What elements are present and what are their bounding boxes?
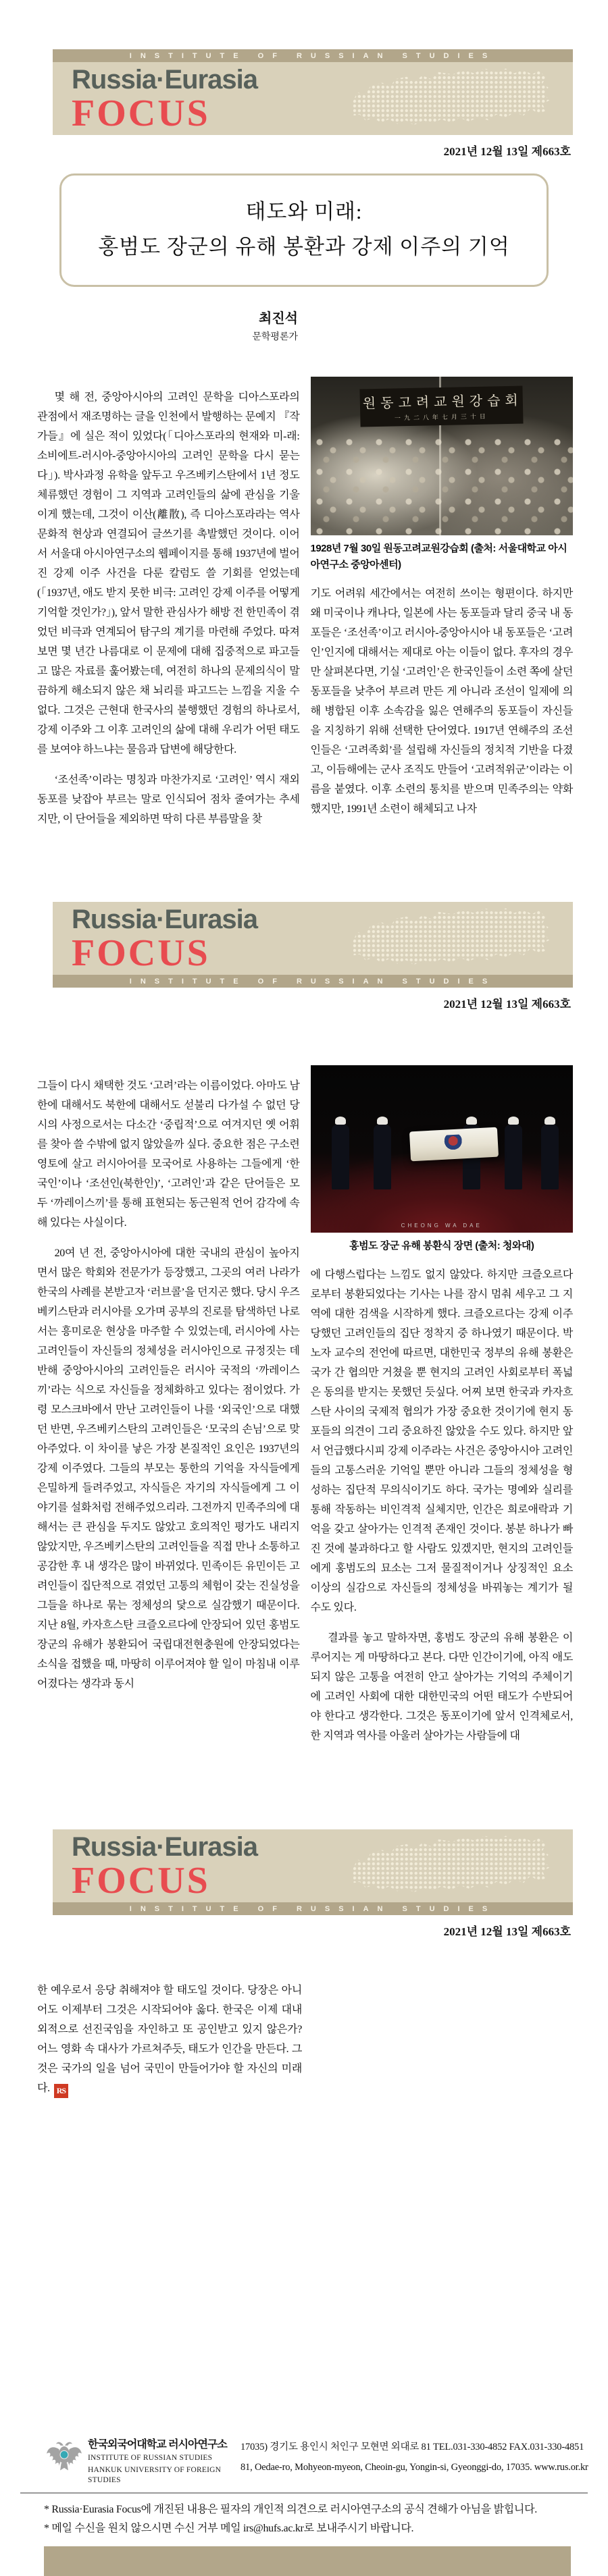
institute-name-block (88, 2436, 231, 2486)
brand-wordmark (72, 1833, 257, 1900)
photo-caption: 1928년 7월 30일 원동고려교원강습회 (출처: 서울대학교 아시아연구소 중앙아센터) (310, 543, 567, 570)
masthead-page2 (53, 902, 573, 988)
russia-map-icon (339, 66, 569, 131)
page1-column-left (37, 377, 300, 840)
photo-crowd (311, 437, 574, 535)
page2-column-right (311, 1065, 574, 1756)
brand-russia-eurasia: Russia·Eurasia (72, 1832, 258, 1862)
institute-name-ko: 한국외국어대학교 러시아연구소 (88, 2439, 227, 2450)
footer-divider (20, 2492, 588, 2494)
closing-paragraph-text: 한 예우로서 응당 취해져야 할 태도일 것이다. 당장은 아니어도 이제부터 그것은 시작되어야 옳다. 한국은 이제 대내외적으로 선진국임을 자인하고 또 공인받고 있지 않은가? 어느 영화 속 대사가 가르쳐주듯, 태도가 인간을 만든다. 그것은 국가의 일을 넘어 국민이 만들어가야 할 자신의 미래다. (37, 1985, 302, 2094)
brand-wordmark (72, 906, 257, 972)
footer (0, 2436, 608, 2576)
paragraph: 기도 어려워 세간에서는 여전히 쓰이는 형편이다. 하지만 왜 미국이나 캐나다, 일본에 사는 동포들과 달리 중국 내 동포들은 ‘조선족’이고 러시아-중앙아시아 내 동포들은 ‘고려인’인지에 대해서는 제대로 아는 이들이 없다. 후자의 경우만 살펴본다면, 기실 ‘고려인’은 한국인들이 소련 쪽에 살던 동포들을 낮추어 부르려 만든 게 아니라 조선이 일제에 의해 병합된 이후 소속감을 잃은 연해주의 동포들이 자신들을 지칭하기 위해 선택한 단어였다. 1917년 연해주의 조선인들은 ‘고려족회’를 설립해 자신들의 정치적 기반을 다졌고, 이듬해에는 군사 조직도 만들어 ‘고려적위군’이라는 이름을 붙였다. 이후 소련의 통치를 받으며 민족주의는 약화했지만, 1991년 소련이 해체되고 나자 (310, 588, 573, 815)
author-role: 문학평론가 (252, 332, 298, 342)
masthead-page1 (53, 49, 573, 135)
page3-body (37, 1981, 302, 2098)
institute-bar-text: INSTITUTE OF RUSSIAN STUDIES (129, 1904, 497, 1913)
address-block (240, 2436, 588, 2477)
article-title-line1: 태도와 미래: (245, 200, 363, 223)
brand-russia-eurasia: Russia·Eurasia (72, 905, 258, 934)
institute-bar-text: INSTITUTE OF RUSSIAN STUDIES (129, 977, 497, 986)
repatriation-ceremony-photo (311, 1065, 574, 1233)
photo-sign-date: 一九二八年七月三十日 (395, 412, 490, 422)
institute-name-en-1: INSTITUTE OF RUSSIAN STUDIES (88, 2454, 213, 2462)
author-name: 최진석 (259, 311, 298, 326)
group-photo-1928 (311, 377, 574, 535)
brand-block (53, 1829, 573, 1902)
cheongwadae-watermark: CHEONG WA DAE (401, 1223, 482, 1229)
brand-russia-eurasia: Russia·Eurasia (72, 65, 258, 95)
honor-guard-figure (505, 1125, 522, 1189)
article-title-line2: 홍범도 장군의 유해 봉환과 강제 이주의 기억 (98, 235, 510, 259)
brand-block (53, 62, 573, 135)
paragraph: 그들이 다시 채택한 것도 ‘고려’라는 이름이었다. 아마도 남한에 대해서도 북한에 대해서도 섣불리 다가설 수 없던 당시의 사정으로서는 다소간 ‘중립적’으로 여겨지던 옛 어휘를 찾아 쓸 수밖에 없지 않았을까 싶다. 중요한 점은 구소련 영토에 살고 러시아어를 모국어로 사용하는 그들에게 ‘한국인’이나 ‘조선인(북한인)’, ‘고려인’과 같은 단어들은 모두 ‘까레이스끼’를 통해 표현되는 동근원적 언어 감각에 속해 있다는 사실이다. (37, 1080, 300, 1229)
brand-focus: FOCUS (72, 932, 210, 974)
address-en: 81, Oedae-ro, Mohyeon-myeon, Cheoin-gu, Yongin-si, Gyeonggi-do, 17035. www.rus.or.kr (240, 2462, 588, 2473)
disclaimer-note: * Russia·Eurasia Focus에 개진된 내용은 필자의 개인적 의견으로 러시아연구소의 공식 견해가 아님을 밝힙니다. (44, 2504, 537, 2515)
brand-wordmark (72, 66, 257, 132)
footer-institute-info (46, 2436, 588, 2486)
institute-bar (53, 1902, 573, 1915)
photo-sign-text: 원동고려교원강습회 (362, 393, 524, 412)
russia-map-icon (339, 1833, 569, 1898)
page2-column-left (37, 1065, 300, 1756)
brand-block (53, 902, 573, 975)
rs-end-mark: RS (54, 2084, 68, 2098)
brand-focus: FOCUS (72, 92, 210, 134)
honor-guard-figure (332, 1125, 349, 1189)
footer-bottom-bar (44, 2546, 571, 2576)
page2-body (37, 1065, 573, 1756)
issue-date: 2021년 12월 13일 제663호 (443, 145, 571, 158)
issue-date: 2021년 12월 13일 제663호 (443, 998, 571, 1011)
institute-bar (53, 975, 573, 988)
brand-focus: FOCUS (72, 1860, 210, 1902)
photo-sign-board (360, 386, 524, 427)
flag-draped-coffin (409, 1127, 499, 1162)
institute-bar (53, 49, 573, 62)
page1-column-right (311, 377, 574, 840)
russia-map-icon (339, 906, 569, 971)
paragraph: 20여 년 전, 중앙아시아에 대한 국내의 관심이 높아지면서 많은 학회와 전문가가 등장했고, 그곳의 여러 나라가 한국의 사례를 본받고자 ‘러브콜’을 던지곤 했다. 당시 우즈베키스탄과 러시아를 오가며 공부의 진로를 탐색하던 나로서는 흥미로운 현상을 마주할 수 있었는데, 러시아에 사는 고려인들이 자신들의 정체성을 러시아인으로 규정짓는 데 반해 중앙아시아의 고려인들은 러시아 국적의 ‘까레이스끼’라는 식으로 자신들을 정체화하고 있다는 점이었다. 가령 모스크바에서 만난 고려인들이 나를 ‘외국인’으로 대했던 반면, 우즈베키스탄의 고려인들은 ‘모국의 손님’으로 맞아주었다. 이 차이를 낳은 가장 본질적인 요인은 1937년의 강제 이주였다. 그들의 부모는 통한의 기억을 자식들에게 은밀하게 들려주었고, 자식들은 자기의 자식들에게 그 이야기를 설화처럼 전해주었으리라. 그전까지 민족주의에 대해서는 큰 관심을 두지도 않았고 호의적인 평가도 내리지 않았지만, 우즈베키스탄의 고려인들을 직접 만나 소통하고 공감한 후 내 생각은 많이 바뀌었다. 민족이든 유민이든 고려인들이 집단적으로 겪었던 고통의 체험이 갖는 진실성을 그들을 하나로 묶는 정체성의 닻으로 실감했기 때문이다. 지난 8월, 카자흐스탄 크즐오르다에 안장되어 있던 홍범도 장군의 유해가 봉환되어 국립대전현충원에 안장되었다는 소식을 접했을 때, 마땅히 이루어져야 할 일이 마침내 이루어졌다는 생각과 동시 (37, 1247, 300, 1690)
unsubscribe-note: * 메일 수신을 원치 않으시면 수신 거부 메일 irs@hufs.ac.kr로 보내주시기 바랍니다. (44, 2523, 414, 2534)
address-ko: 17035) 경기도 용인시 처인구 모현면 외대로 81 TEL.031-330-4852 FAX.031-330-4851 (240, 2442, 584, 2452)
paragraph: 에 다행스럽다는 느낌도 없지 않았다. 하지만 크즐오르다로부터 봉환되었다는 기사는 나를 잠시 멈춰 세우고 그 지역에 대한 검색을 시작하게 했다. 크즐오르다는 강제 이주당했던 고려인들의 집단 정착지 중 하나였기 때문이다. 박노자 교수의 전언에 따르면, 대한민국 정부의 유해 봉환은 국가 간 협의만 거쳤을 뿐 현지의 고려인 사회로부터 폭넓은 동의를 받지는 못했던 듯싶다. 어찌 보면 한국과 카자흐스탄 사이의 국제적 협의가 가장 중요한 것이기에 현지 동포들의 의견이 그리 중요하진 않았을 수도 있다. 하지만 앞서 언급했다시피 강제 이주라는 사건은 중앙아시아 고려인들의 고통스러운 기억일 뿐만 아니라 그들의 정체성을 형성하는 집단적 무의식이기도 하다. 국가는 명예와 실리를 통해 작동하는 비인격적 실체지만, 인간은 희로애락과 기억을 갖고 살아가는 인격적 존재인 것이다. 봉분 하나가 빠진 것에 불과하다고 할 사람도 있겠지만, 현지의 고려인들에게 홍범도의 묘소는 그저 물질적이거나 상징적인 요소 이상의 실감으로 자신들의 정체성을 바꿔놓는 계기가 될 수도 있다. (310, 1269, 573, 1613)
issue-date: 2021년 12월 13일 제663호 (443, 1925, 571, 1938)
masthead-page3 (53, 1829, 573, 1915)
footer-notes (44, 2500, 571, 2538)
paragraph: ‘조선족’이라는 명칭과 마찬가지로 ‘고려인’ 역시 재외동포를 낮잡아 부르는 말로 인식되어 점차 줄여가는 추세지만, 이 단어들을 제외하면 딱히 다른 부름말을 찾 (37, 774, 300, 825)
page1-body (37, 377, 573, 840)
paragraph (37, 1981, 302, 2098)
paragraph: 결과를 놓고 말하자면, 홍범도 장군의 유해 봉환은 이루어지는 게 마땅하다고 본다. 다만 인간이기에, 아직 애도 되지 않은 고통을 여전히 안고 살아가는 기억의 주체이기에 고려인 사회에 대한 대한민국의 어떤 태도가 수반되어야 한다고 생각한다. 그것은 동포이기에 앞서 인격체로서, 한 지역과 역사를 아울러 살아가는 사람들에 대 (310, 1632, 573, 1742)
photo-caption: 홍범도 장군 유해 봉환식 장면 (출처: 청와대) (349, 1240, 534, 1252)
honor-guard-figure (541, 1125, 559, 1189)
author-block (0, 307, 298, 343)
article-title-box (59, 173, 549, 287)
institute-bar-text: INSTITUTE OF RUSSIAN STUDIES (129, 51, 497, 60)
eagle-emblem-icon (46, 2436, 82, 2477)
paragraph: 몇 해 전, 중앙아시아의 고려인 문학을 디아스포라의 관점에서 재조명하는 글을 인천에서 발행하는 문예지 『작가들』에 실은 적이 있었다(「디아스포라의 현재와 미-래: 소비에트-러시아-중앙아시아의 고려인 문학을 다시 묻는다」). 박사과정 유학을 앞두고 우즈베키스탄에서 1년 정도 체류했던 경험이 그 지역과 고려인들의 삶에 관심을 기울이게 했는데, 그것이 이산(離散), 즉 디아스포라라는 역사문화적 현상과 연결되어 글쓰기를 촉발했던 것이다. 이어서 서울대 아시아연구소의 웹페이지를 통해 1937년에 벌어진 강제 이주 사건을 다룬 칼럼도 쓸 기회를 얻었는데(「1937년, 애도 받지 못한 비극: 고려인 강제 이주를 어떻게 기억할 것인가?」), 앞서 말한 관심사가 해방 전 한민족이 겪었던 비극과 연계되어 탐구의 계기를 마련해 주었다. 따져보면 몇 년간 나름대로 이 문제에 대해 집중적으로 파고들고 많은 자료를 훑어봤는데, 여전히 하나의 문제의식이 말끔하게 해소되지 않은 채 뇌리를 파고드는 느낌을 지울 수 없다. 그것은 근현대 한국사의 불행했던 경험의 하나로서, 강제 이주와 그 이후 고려인의 삶에 대해 우리가 어떤 태도를 보여야 하느냐는 물음과 답변에 해당한다. (37, 392, 300, 755)
institute-name-en-2: HANKUK UNIVERSITY OF FOREIGN STUDIES (88, 2466, 222, 2484)
honor-guard-figure (374, 1125, 391, 1189)
